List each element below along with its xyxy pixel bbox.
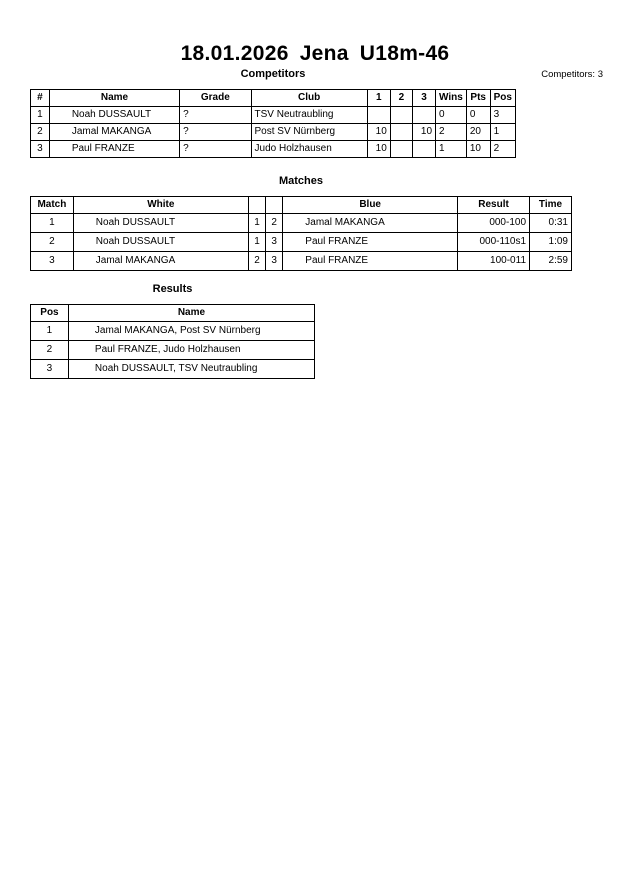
- column-header-blue-number: [266, 197, 283, 214]
- column-header-opponent-2: 2: [390, 90, 412, 107]
- match-number: 2: [31, 233, 74, 252]
- column-header-white-number: [248, 197, 265, 214]
- title-category: U18m-46: [359, 42, 450, 65]
- match-blue-name: Paul FRANZE: [283, 233, 458, 252]
- table-row: [31, 233, 572, 252]
- competitor-name: Jamal MAKANGA: [49, 124, 179, 141]
- match-number: 3: [31, 252, 74, 271]
- competitor-score-2: [390, 141, 412, 158]
- match-white-number: 2: [248, 252, 265, 271]
- results-table: [30, 304, 315, 379]
- section-heading-matches: Matches: [278, 175, 324, 187]
- column-header-opponent-1: 1: [367, 90, 390, 107]
- competitor-score-2: [390, 124, 412, 141]
- column-header-result: Result: [458, 197, 530, 214]
- competitor-score-3: 10: [412, 124, 435, 141]
- table-row: [31, 141, 516, 158]
- column-header-number: #: [31, 90, 50, 107]
- result-position: 3: [31, 360, 69, 379]
- competitor-grade: ?: [180, 141, 251, 158]
- column-header-match: Match: [31, 197, 74, 214]
- match-white-number: 1: [248, 233, 265, 252]
- competitor-grade: ?: [180, 107, 251, 124]
- competitor-club: Judo Holzhausen: [251, 141, 367, 158]
- column-header-pos: Pos: [31, 305, 69, 322]
- match-white-name: Noah DUSSAULT: [73, 233, 248, 252]
- column-header-pos: Pos: [490, 90, 515, 107]
- competitor-pts: 20: [466, 124, 490, 141]
- match-result: 000-110s1: [458, 233, 530, 252]
- column-header-opponent-3: 3: [412, 90, 435, 107]
- table-header-row: [31, 197, 572, 214]
- column-header-pts: Pts: [466, 90, 490, 107]
- competitor-wins: 0: [436, 107, 467, 124]
- competitor-club: Post SV Nürnberg: [251, 124, 367, 141]
- match-white-number: 1: [248, 214, 265, 233]
- competitor-number: 2: [31, 124, 50, 141]
- match-blue-number: 3: [266, 252, 283, 271]
- result-position: 1: [31, 322, 69, 341]
- match-blue-number: 2: [266, 214, 283, 233]
- table-row: [31, 214, 572, 233]
- page-title: [0, 42, 630, 66]
- column-header-blue: Blue: [283, 197, 458, 214]
- match-number: 1: [31, 214, 74, 233]
- match-white-name: Noah DUSSAULT: [73, 214, 248, 233]
- match-time: 2:59: [530, 252, 572, 271]
- result-name: Paul FRANZE, Judo Holzhausen: [68, 341, 314, 360]
- match-blue-name: Paul FRANZE: [283, 252, 458, 271]
- competitor-wins: 1: [436, 141, 467, 158]
- column-header-wins: Wins: [436, 90, 467, 107]
- title-date: 18.01.2026: [180, 42, 289, 65]
- section-heading-results: Results: [152, 283, 193, 295]
- column-header-white: White: [73, 197, 248, 214]
- match-white-name: Jamal MAKANGA: [73, 252, 248, 271]
- competitor-number: 3: [31, 141, 50, 158]
- match-result: 000-100: [458, 214, 530, 233]
- table-row: [31, 360, 315, 379]
- column-header-club: Club: [251, 90, 367, 107]
- competitor-pos: 1: [490, 124, 515, 141]
- title-city: Jena: [299, 42, 349, 65]
- competitor-pts: 0: [466, 107, 490, 124]
- competitor-grade: ?: [180, 124, 251, 141]
- competitor-score-1: 10: [367, 141, 390, 158]
- competitor-score-3: [412, 107, 435, 124]
- result-name: Jamal MAKANGA, Post SV Nürnberg: [68, 322, 314, 341]
- competitor-name: Noah DUSSAULT: [49, 107, 179, 124]
- section-heading-competitors: Competitors: [240, 68, 306, 80]
- column-header-time: Time: [530, 197, 572, 214]
- table-header-row: [31, 90, 516, 107]
- table-row: [31, 322, 315, 341]
- competitor-number: 1: [31, 107, 50, 124]
- competitor-club: TSV Neutraubling: [251, 107, 367, 124]
- competitor-pos: 2: [490, 141, 515, 158]
- competitor-pos: 3: [490, 107, 515, 124]
- competitor-wins: 2: [436, 124, 467, 141]
- column-header-name: Name: [68, 305, 314, 322]
- matches-table: [30, 196, 572, 271]
- competitor-score-1: [367, 107, 390, 124]
- match-time: 0:31: [530, 214, 572, 233]
- competitors-count: Competitors: 3: [541, 69, 603, 80]
- competitors-table: [30, 89, 516, 158]
- competitor-pts: 10: [466, 141, 490, 158]
- table-row: [31, 252, 572, 271]
- column-header-grade: Grade: [180, 90, 251, 107]
- competitor-score-3: [412, 141, 435, 158]
- competitor-score-2: [390, 107, 412, 124]
- result-name: Noah DUSSAULT, TSV Neutraubling: [68, 360, 314, 379]
- table-row: [31, 107, 516, 124]
- table-row: [31, 341, 315, 360]
- match-blue-number: 3: [266, 233, 283, 252]
- table-row: [31, 124, 516, 141]
- match-blue-name: Jamal MAKANGA: [283, 214, 458, 233]
- competitor-name: Paul FRANZE: [49, 141, 179, 158]
- column-header-name: Name: [49, 90, 179, 107]
- competitor-score-1: 10: [367, 124, 390, 141]
- match-time: 1:09: [530, 233, 572, 252]
- result-position: 2: [31, 341, 69, 360]
- match-result: 100-011: [458, 252, 530, 271]
- table-header-row: [31, 305, 315, 322]
